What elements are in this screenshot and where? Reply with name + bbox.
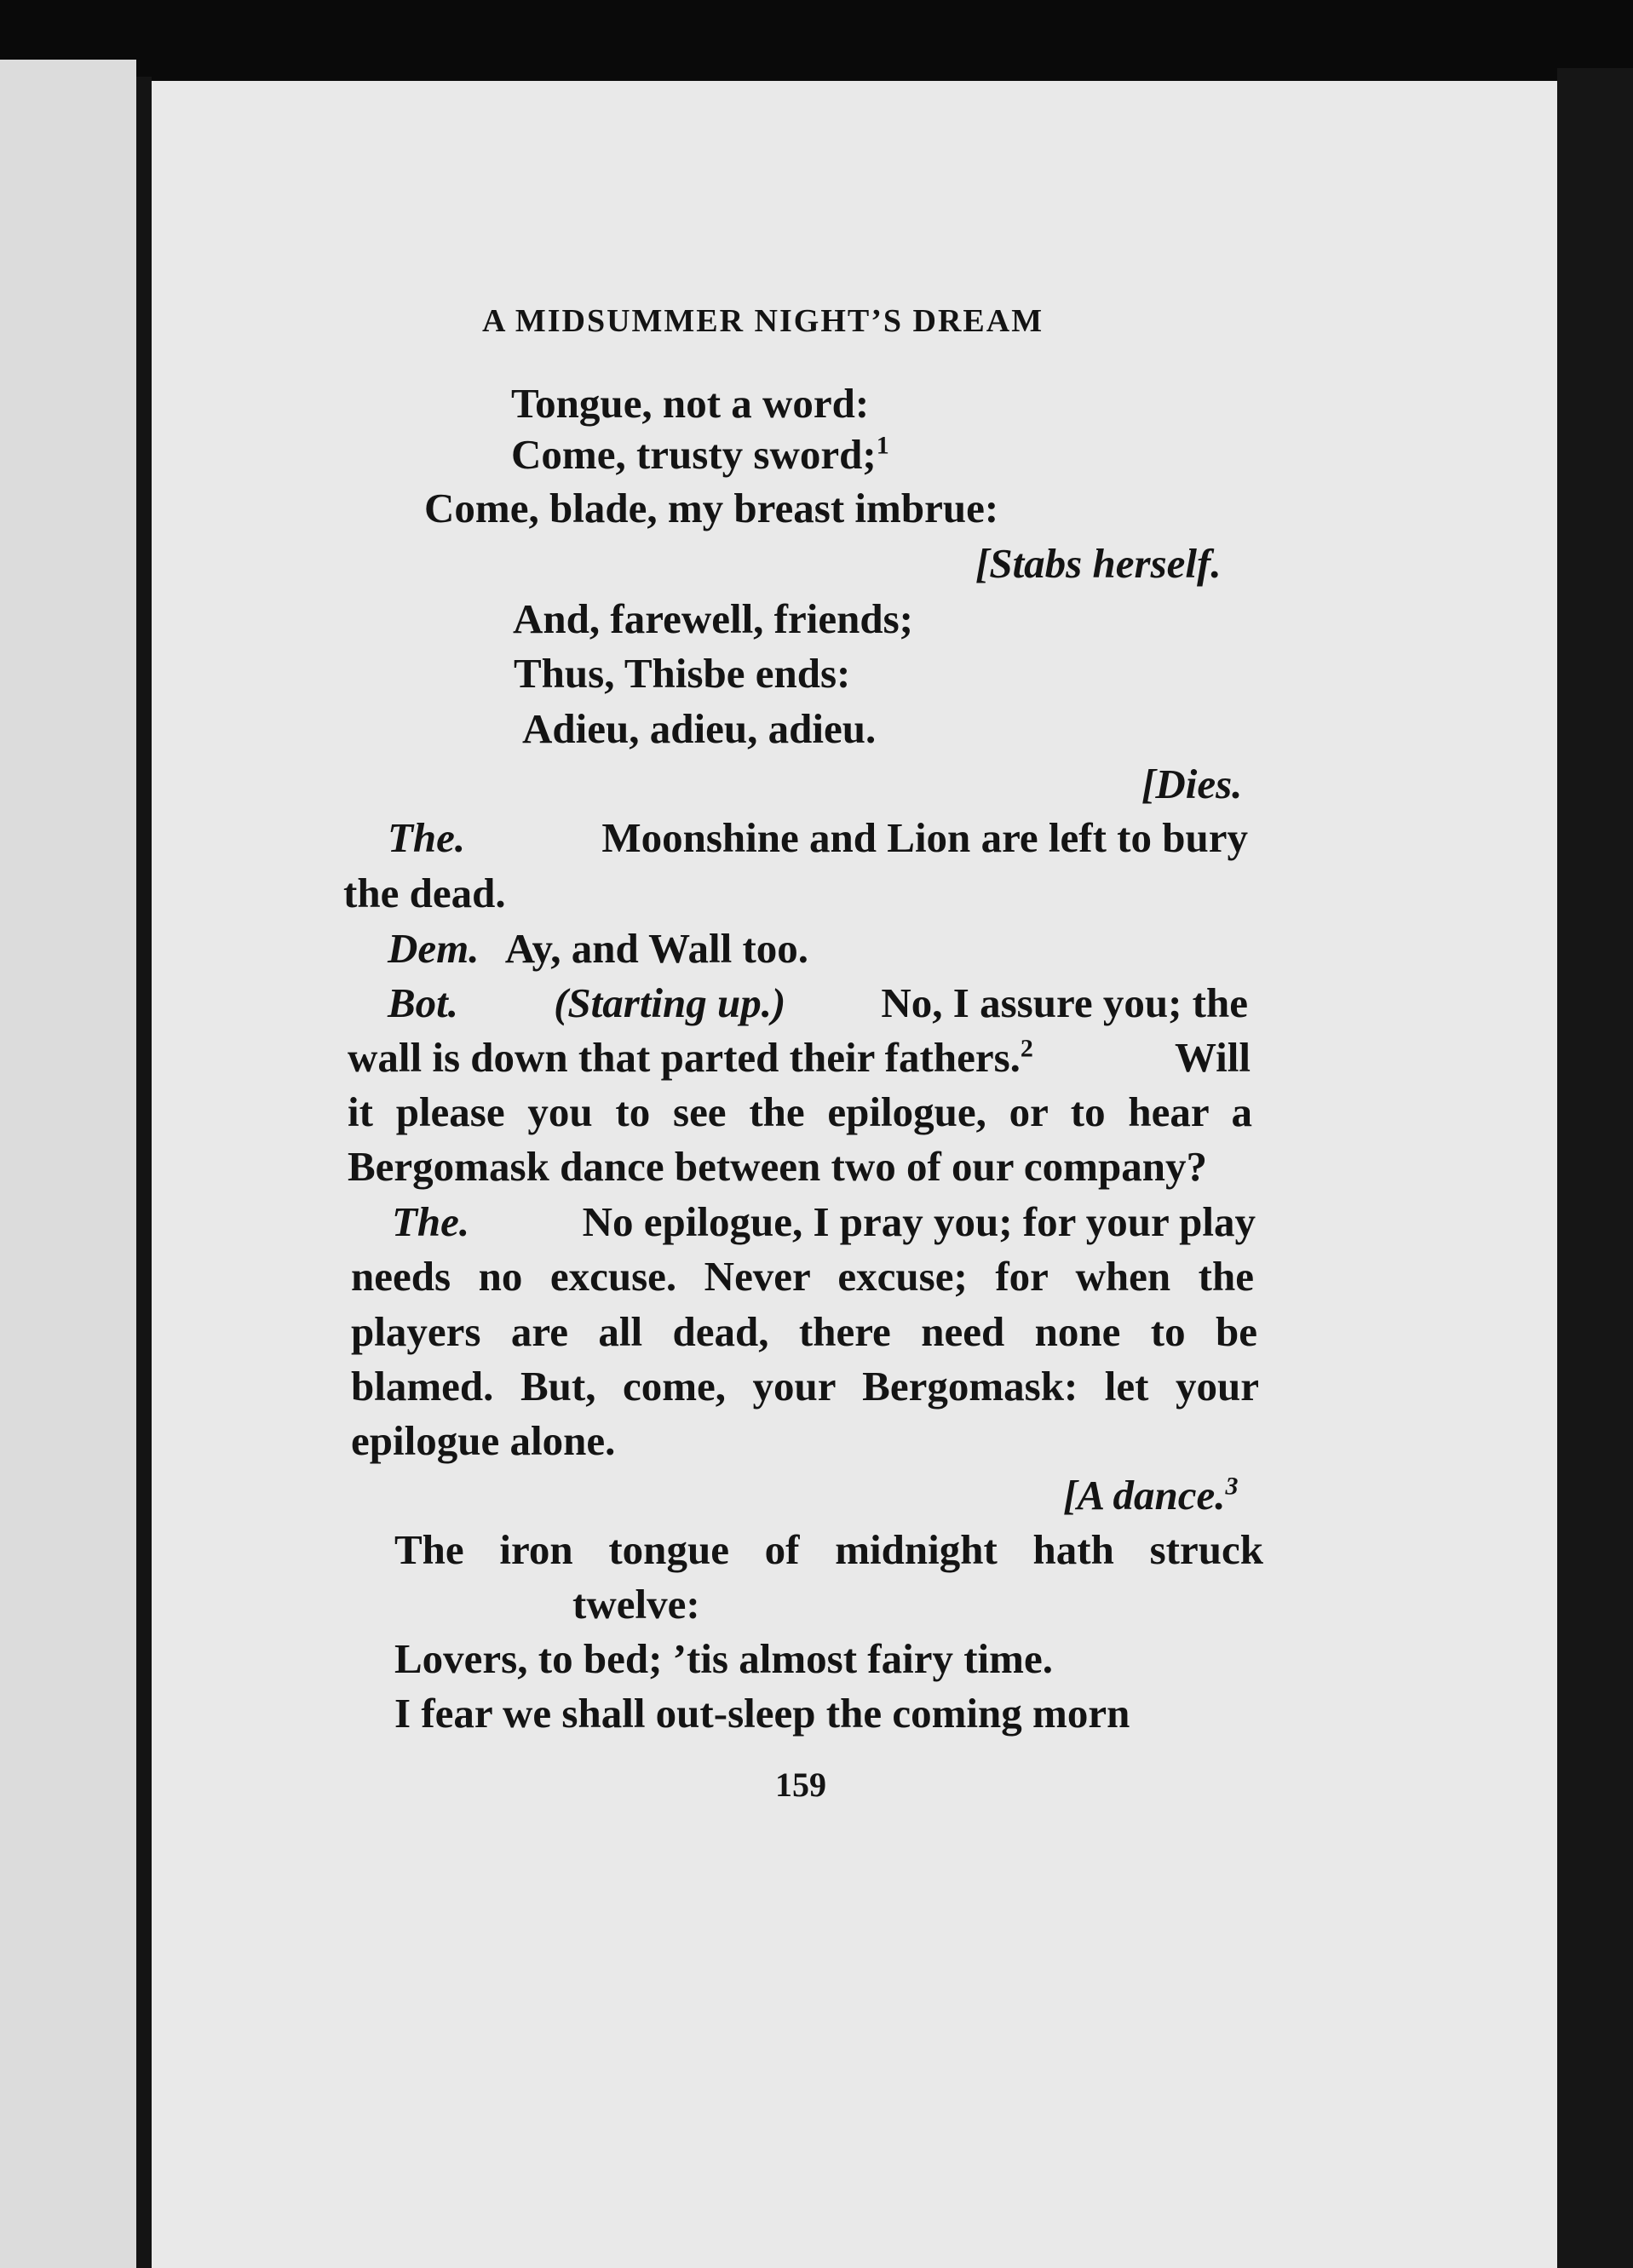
running-header: A MIDSUMMER NIGHT’S DREAM — [482, 303, 1044, 339]
speech-line — [348, 1033, 1251, 1082]
speech-text: No epilogue, I pray you; for your play — [582, 1198, 1256, 1245]
speech-text: Moonshine and Lion are left to bury — [601, 814, 1248, 861]
speech-line: Bergomask dance between two of our company? — [348, 1143, 1207, 1190]
verse-line: Adieu, adieu, adieu. — [522, 705, 877, 752]
page-number: 159 — [775, 1766, 826, 1804]
speech-line: needs no excuse. Never excuse; for when the — [351, 1253, 1254, 1300]
footnote-marker: 2 — [1020, 1034, 1033, 1063]
speech-text: Will — [1175, 1034, 1251, 1081]
verse-line: The iron tongue of midnight hath struck — [394, 1526, 1263, 1573]
stage-direction-text: [A dance. — [1063, 1472, 1226, 1519]
verse-line-continuation: twelve: — [572, 1581, 700, 1628]
verse-line: Tongue, not a word: — [511, 380, 870, 427]
verse-line: And, farewell, friends; — [513, 595, 913, 642]
verse-line: Thus, Thisbe ends: — [514, 650, 851, 697]
footnote-marker: 3 — [1225, 1472, 1239, 1501]
speech-text: No, I assure you; the — [881, 979, 1248, 1026]
speech-text-part: wall is down that parted their fathers. — [348, 1034, 1021, 1081]
facing-page-edge — [0, 60, 136, 2268]
speech-line: blamed. But, come, your Bergomask: let your — [351, 1363, 1259, 1410]
scan-border-right — [1557, 68, 1633, 2268]
verse-line-text: Come, trusty sword; — [511, 431, 877, 478]
speech-line: players are all dead, there need none to be — [351, 1308, 1257, 1355]
verse-line: I fear we shall out-sleep the coming morn — [394, 1690, 1130, 1737]
stage-direction: [Dies. — [1141, 761, 1243, 807]
speech-line — [392, 1197, 1256, 1246]
verse-line: Lovers, to bed; ’tis almost fairy time. — [394, 1635, 1053, 1682]
speaker-name: Dem. — [388, 925, 480, 972]
speech-line: epilogue alone. — [351, 1417, 616, 1464]
stage-direction: [Stabs herself. — [975, 540, 1222, 587]
verse-line: Come, blade, my breast imbrue: — [424, 485, 999, 531]
speech-line: the dead. — [343, 870, 506, 916]
speech-text: Ay, and Wall too. — [504, 925, 809, 972]
speech-line — [388, 813, 1248, 862]
speech-line: it please you to see the epilogue, or to hear a — [348, 1088, 1252, 1135]
speaker-name: The. — [392, 1198, 470, 1245]
stage-direction — [1063, 1471, 1239, 1519]
speaker-name: The. — [388, 814, 466, 861]
stage-direction-inline: (Starting up.) — [554, 979, 786, 1026]
book-spine — [136, 77, 152, 2268]
speech-text — [348, 1033, 1033, 1082]
scan-border-top — [0, 0, 1633, 85]
speech-line — [388, 924, 808, 973]
speech-line — [388, 979, 1248, 1027]
footnote-marker: 1 — [876, 431, 889, 460]
verse-line — [511, 430, 889, 479]
speaker-name: Bot. — [388, 979, 459, 1026]
